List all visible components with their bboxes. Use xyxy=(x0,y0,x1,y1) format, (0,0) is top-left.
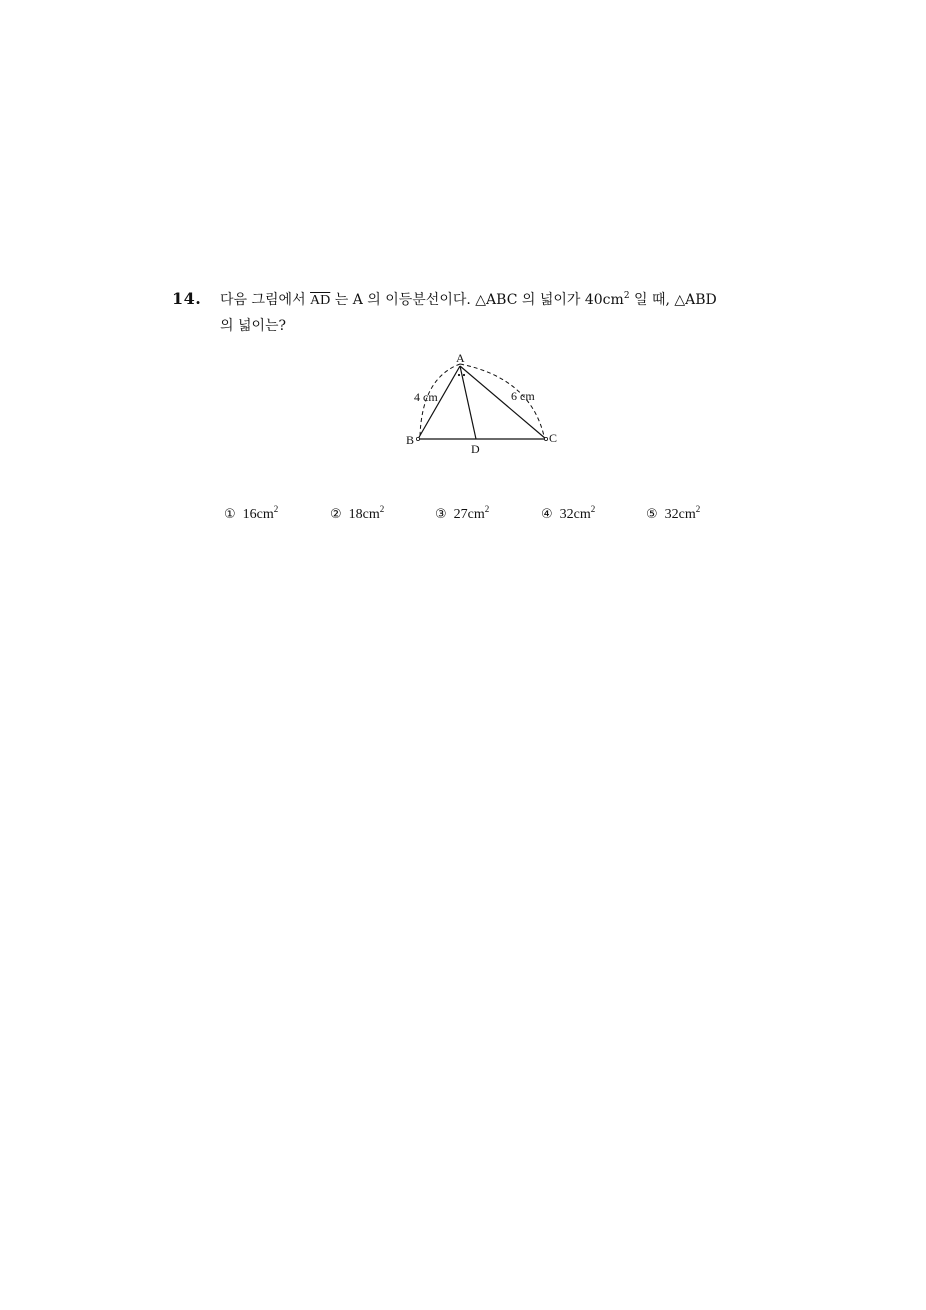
choice-value: 27cm xyxy=(453,507,485,522)
choice-exponent: 2 xyxy=(273,504,279,514)
label-side-ab: 4 cm xyxy=(414,390,438,404)
choice-marker: ③ xyxy=(435,507,447,522)
choice-value: 16cm xyxy=(242,507,274,522)
choice-2[interactable] xyxy=(330,504,385,523)
choice-exponent: 2 xyxy=(590,504,596,514)
label-c: C xyxy=(549,431,558,445)
label-b: B xyxy=(406,433,415,447)
choice-value: 32cm xyxy=(664,507,696,522)
choice-exponent: 2 xyxy=(695,504,701,514)
angle-mark-2 xyxy=(463,374,465,376)
question-suffix: 일 때, △ABD xyxy=(629,292,717,308)
segment-ad: $\overline{AD}$ xyxy=(310,293,331,308)
label-a: A xyxy=(456,351,465,365)
question-text-line-2: 의 넓이는? xyxy=(220,318,287,334)
label-d: D xyxy=(471,442,480,456)
choice-value: 32cm xyxy=(559,507,591,522)
angle-mark-1 xyxy=(458,374,460,376)
choice-marker: ⑤ xyxy=(646,507,658,522)
answer-choices xyxy=(224,504,744,529)
choice-3[interactable] xyxy=(435,504,490,523)
point-b xyxy=(416,437,419,440)
choice-4[interactable] xyxy=(541,504,596,523)
point-c xyxy=(544,437,547,440)
choice-marker: ② xyxy=(330,507,342,522)
choice-value: 18cm xyxy=(348,507,380,522)
question-middle: 는 A 의 이등분선이다. △ABC 의 넓이가 40cm xyxy=(330,292,624,308)
choice-5[interactable] xyxy=(646,504,701,523)
label-side-ac: 6 cm xyxy=(511,389,535,403)
choice-marker: ① xyxy=(224,507,236,522)
triangle-figure xyxy=(400,348,570,460)
choice-1[interactable] xyxy=(224,504,279,523)
area-exponent: 2 xyxy=(623,291,630,301)
choice-exponent: 2 xyxy=(484,504,490,514)
problem-number: 14. xyxy=(172,289,202,308)
choice-exponent: 2 xyxy=(379,504,385,514)
question-text-line-1 xyxy=(220,290,717,311)
choice-marker: ④ xyxy=(541,507,553,522)
question-prefix: 다음 그림에서 xyxy=(220,292,311,308)
